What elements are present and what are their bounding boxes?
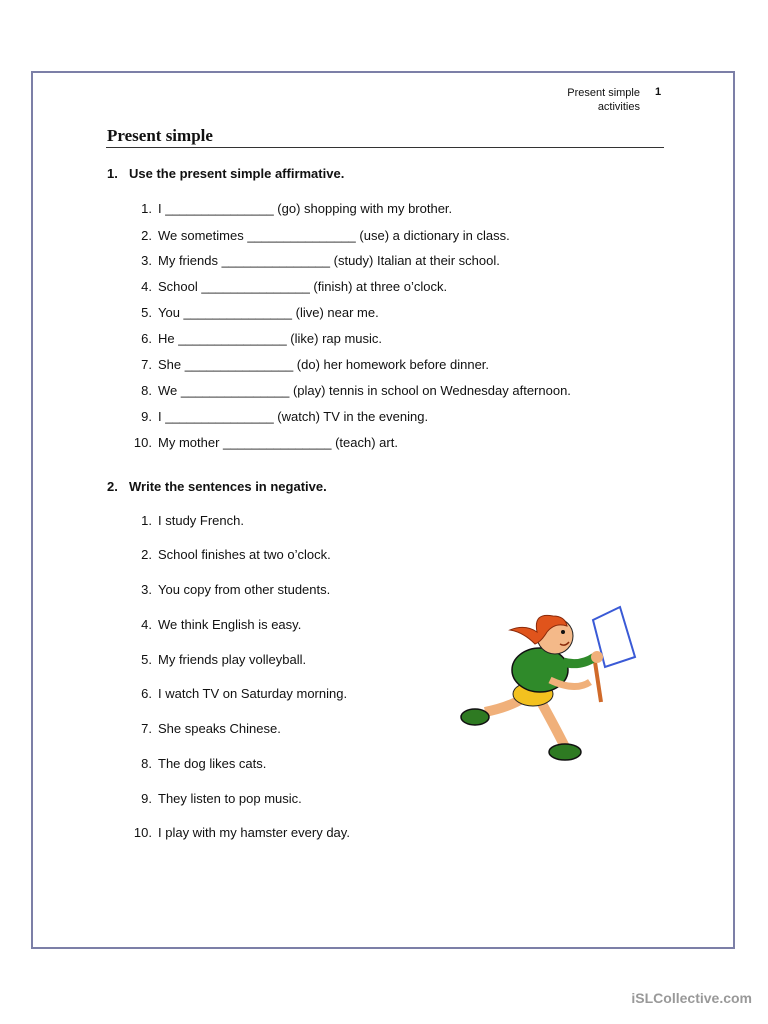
item-number: 2.	[141, 228, 152, 243]
item-number: 7.	[141, 357, 152, 372]
item-number: 6.	[141, 686, 152, 701]
item-text: I _______________ (go) shopping with my brother.	[158, 201, 453, 216]
list-item	[126, 409, 428, 424]
item-text: I _______________ (watch) TV in the evening.	[158, 409, 429, 424]
list-item	[126, 435, 398, 450]
item-text: We think English is easy.	[158, 617, 302, 632]
item-number: 8.	[141, 383, 152, 398]
item-text: My friends _______________ (study) Italian at their school.	[158, 253, 500, 268]
page-title: Present simple	[107, 126, 213, 145]
list-item	[126, 582, 330, 597]
section-1-heading	[107, 166, 344, 181]
item-number: 9.	[141, 409, 152, 424]
item-text: I study French.	[158, 513, 244, 528]
list-item	[126, 686, 347, 701]
list-item	[126, 652, 306, 667]
section-2-heading	[107, 479, 327, 494]
item-number: 4.	[141, 279, 152, 294]
item-text: I play with my hamster every day.	[158, 825, 350, 840]
list-item	[126, 825, 350, 840]
item-number: 7.	[141, 721, 152, 736]
item-text: He _______________ (like) rap music.	[158, 331, 383, 346]
item-number: 5.	[141, 652, 152, 667]
list-item	[126, 756, 266, 771]
watermark: iSLCollective.com	[631, 990, 752, 1006]
item-text: The dog likes cats.	[158, 756, 267, 771]
item-text: I watch TV on Saturday morning.	[158, 686, 348, 701]
item-text: She speaks Chinese.	[158, 721, 281, 736]
item-text: You _______________ (live) near me.	[158, 305, 379, 320]
item-text: My mother _______________ (teach) art.	[158, 435, 398, 450]
section-1-number: 1.	[107, 166, 118, 181]
section-2-number: 2.	[107, 479, 118, 494]
item-text: School finishes at two o’clock.	[158, 547, 331, 562]
item-number: 8.	[141, 756, 152, 771]
item-text: They listen to pop music.	[158, 791, 302, 806]
title-underline	[106, 147, 664, 148]
list-item	[126, 305, 379, 320]
item-number: 4.	[141, 617, 152, 632]
list-item	[126, 228, 510, 243]
item-text: She _______________ (do) her homework before dinner.	[158, 357, 490, 372]
list-item	[126, 201, 452, 216]
list-item	[126, 791, 302, 806]
running-header	[540, 86, 640, 114]
section-1-heading-text: Use the present simple affirmative.	[129, 166, 345, 181]
item-number: 10.	[133, 825, 152, 840]
item-number: 2.	[141, 547, 152, 562]
item-number: 3.	[141, 582, 152, 597]
item-text: You copy from other students.	[158, 582, 331, 597]
item-number: 1.	[141, 513, 152, 528]
item-number: 1.	[141, 201, 152, 216]
running-girl-with-paper-illustration	[455, 602, 645, 782]
item-number: 9.	[141, 791, 152, 806]
list-item	[126, 513, 244, 528]
item-text: We sometimes _______________ (use) a dictionary in class.	[158, 228, 510, 243]
section-2-heading-text: Write the sentences in negative.	[129, 479, 327, 494]
list-item	[126, 383, 571, 398]
list-item	[126, 721, 281, 736]
item-text: School _______________ (finish) at three o’clock.	[158, 279, 448, 294]
item-text: We _______________ (play) tennis in school on Wednesday afternoon.	[158, 383, 571, 398]
list-item	[126, 357, 489, 372]
list-item	[126, 547, 331, 562]
item-number: 6.	[141, 331, 152, 346]
list-item	[126, 331, 382, 346]
item-number: 5.	[141, 305, 152, 320]
item-number: 3.	[141, 253, 152, 268]
item-text: My friends play volleyball.	[158, 652, 307, 667]
list-item	[126, 279, 447, 294]
list-item	[126, 617, 301, 632]
running-header-line2: activities	[597, 101, 640, 113]
list-item	[126, 253, 500, 268]
item-number: 10.	[133, 435, 152, 450]
running-header-line1: Present simple	[567, 87, 640, 99]
page-number: 1	[655, 86, 662, 98]
